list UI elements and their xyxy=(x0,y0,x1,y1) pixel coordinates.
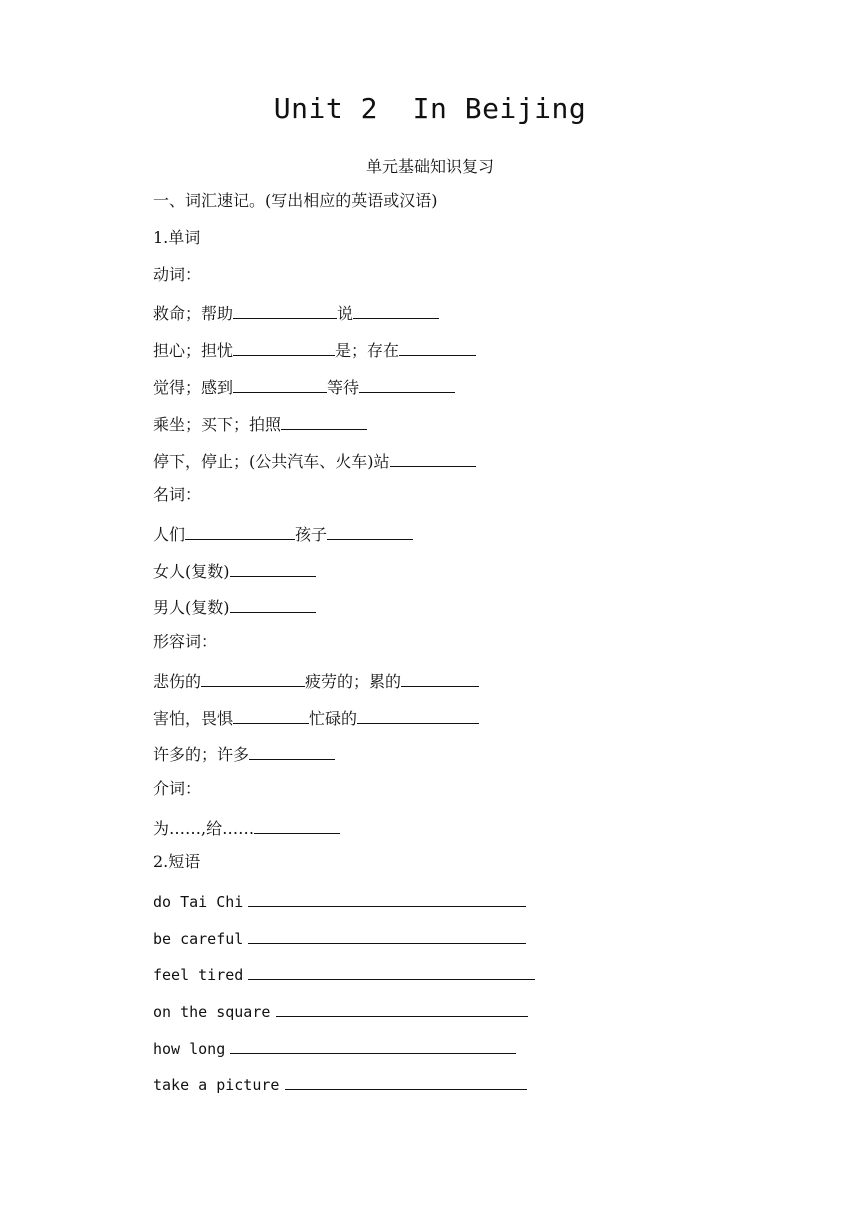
phrase-prompt: feel tired xyxy=(153,966,244,984)
phrase-prompt: be careful xyxy=(153,930,244,948)
nouns-label: 名词： xyxy=(153,485,202,504)
phrase-row-4 xyxy=(153,998,528,1020)
phrase-prompt: take a picture xyxy=(153,1076,280,1094)
answer-blank[interactable] xyxy=(233,705,309,724)
words-heading: 1.单词 xyxy=(153,228,201,247)
answer-blank[interactable] xyxy=(201,668,305,687)
word-prompt: 觉得；感到 xyxy=(153,378,234,397)
word-prompt: 孩子 xyxy=(295,525,328,544)
phrase-prompt: on the square xyxy=(153,1003,271,1021)
word-prompt: 为……,给…… xyxy=(153,819,255,838)
answer-blank[interactable] xyxy=(230,558,316,577)
answer-blank[interactable] xyxy=(357,705,479,724)
answer-blank[interactable] xyxy=(233,337,335,356)
page-subtitle: 单元基础知识复习 xyxy=(365,157,494,176)
word-prompt: 说 xyxy=(337,304,354,323)
word-prompt: 女人(复数) xyxy=(153,562,230,581)
verb-row-3 xyxy=(153,374,455,396)
answer-blank[interactable] xyxy=(230,594,316,613)
answer-blank[interactable] xyxy=(185,521,295,540)
answer-blank[interactable] xyxy=(249,741,335,760)
prepositions-label: 介词： xyxy=(153,779,202,798)
phrase-row-3 xyxy=(153,961,535,983)
page-title: Unit 2 In Beijing xyxy=(273,92,587,125)
verb-row-4 xyxy=(153,411,367,433)
phrase-row-2 xyxy=(153,925,526,947)
answer-blank[interactable] xyxy=(353,300,439,319)
adjective-row-2 xyxy=(153,705,479,727)
section-heading: 一、词汇速记。(写出相应的英语或汉语) xyxy=(153,191,438,210)
noun-row-2 xyxy=(153,558,316,580)
word-prompt: 担心；担忧 xyxy=(153,341,234,360)
answer-blank[interactable] xyxy=(285,1071,527,1090)
answer-blank[interactable] xyxy=(276,998,528,1017)
phrase-prompt: how long xyxy=(153,1040,226,1058)
verb-row-5 xyxy=(153,448,476,470)
word-prompt: 人们 xyxy=(153,525,186,544)
answer-blank[interactable] xyxy=(248,925,526,944)
adjectives-label: 形容词： xyxy=(153,632,218,651)
word-prompt: 救命；帮助 xyxy=(153,304,234,323)
verbs-label: 动词： xyxy=(153,265,202,284)
word-prompt: 悲伤的 xyxy=(153,672,202,691)
word-prompt: 许多的；许多 xyxy=(153,745,250,764)
answer-blank[interactable] xyxy=(390,448,476,467)
word-prompt: 是；存在 xyxy=(335,341,400,360)
preposition-row-1 xyxy=(153,815,340,837)
verb-row-2 xyxy=(153,337,476,359)
phrases-heading: 2.短语 xyxy=(153,852,201,871)
word-prompt: 等待 xyxy=(327,378,360,397)
word-prompt: 男人(复数) xyxy=(153,598,230,617)
answer-blank[interactable] xyxy=(233,374,327,393)
word-prompt: 乘坐；买下；拍照 xyxy=(153,415,282,434)
answer-blank[interactable] xyxy=(281,411,367,430)
adjective-row-3 xyxy=(153,741,335,763)
noun-row-3 xyxy=(153,594,316,616)
word-prompt: 疲劳的；累的 xyxy=(305,672,402,691)
word-prompt: 害怕，畏惧 xyxy=(153,709,234,728)
word-prompt: 停下，停止；(公共汽车、火车)站 xyxy=(153,452,390,471)
answer-blank[interactable] xyxy=(327,521,413,540)
answer-blank[interactable] xyxy=(359,374,455,393)
phrase-row-1 xyxy=(153,888,526,910)
verb-row-1 xyxy=(153,300,439,322)
answer-blank[interactable] xyxy=(248,961,535,980)
answer-blank[interactable] xyxy=(230,1035,516,1054)
answer-blank[interactable] xyxy=(254,815,340,834)
word-prompt: 忙碌的 xyxy=(309,709,358,728)
answer-blank[interactable] xyxy=(248,888,526,907)
noun-row-1 xyxy=(153,521,413,543)
answer-blank[interactable] xyxy=(399,337,476,356)
answer-blank[interactable] xyxy=(233,300,337,319)
phrase-row-5 xyxy=(153,1035,516,1057)
answer-blank[interactable] xyxy=(401,668,479,687)
phrase-row-6 xyxy=(153,1071,527,1093)
phrase-prompt: do Tai Chi xyxy=(153,893,244,911)
adjective-row-1 xyxy=(153,668,479,690)
